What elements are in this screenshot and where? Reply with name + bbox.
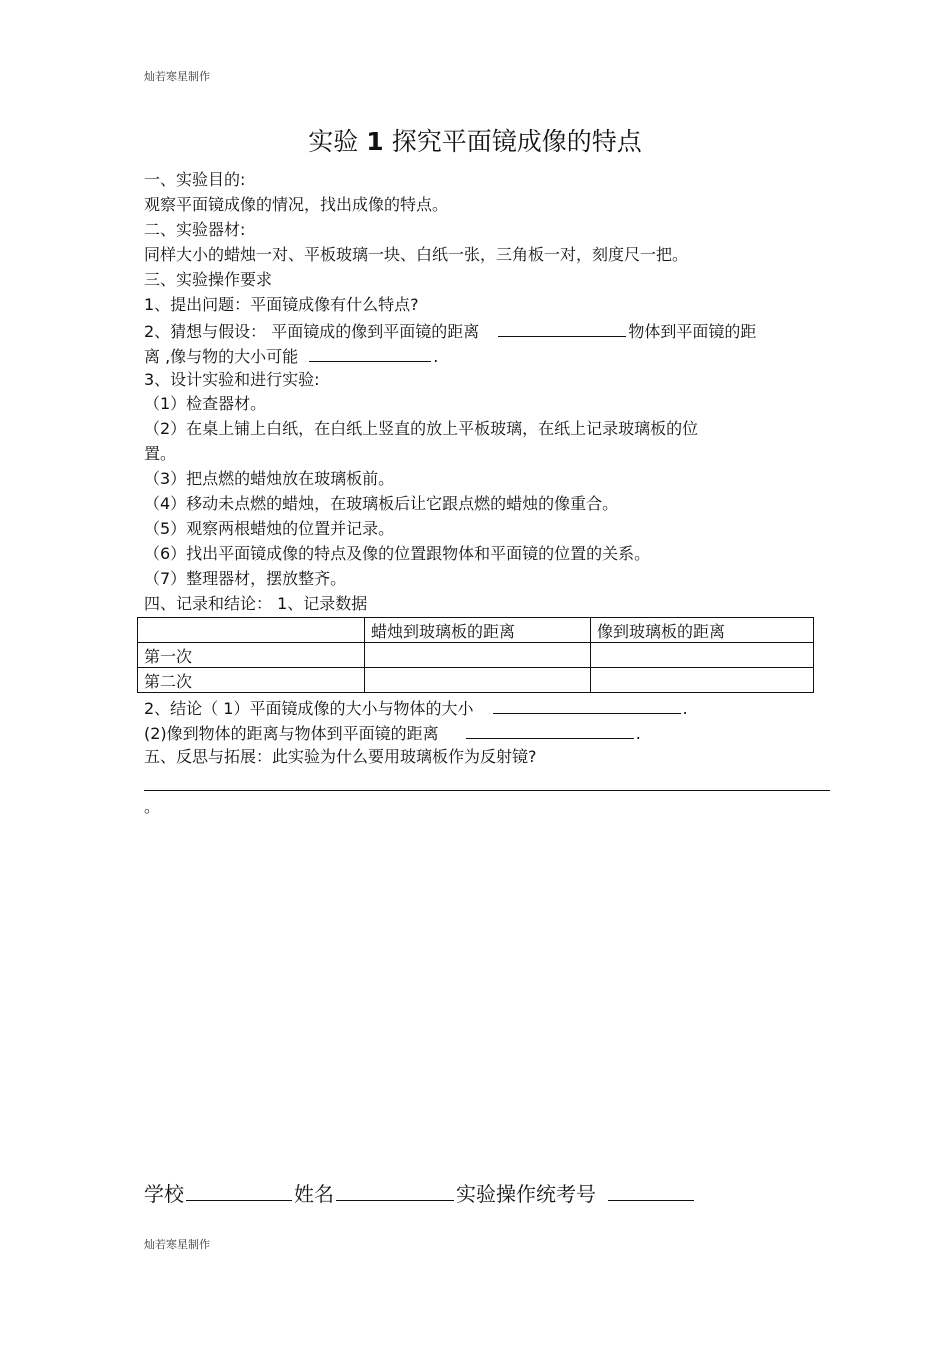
section-1-heading: 一、实验目的: bbox=[144, 170, 246, 189]
title-prefix: 实验 bbox=[308, 127, 359, 156]
step-2-line-2: 置。 bbox=[144, 444, 177, 463]
name-label: 姓名 bbox=[294, 1182, 334, 1206]
school-field[interactable] bbox=[186, 1180, 292, 1201]
step-2-line-1: （2）在桌上铺上白纸，在白纸上竖直的放上平板玻璃，在纸上记录玻璃板的位 bbox=[144, 419, 699, 438]
table-cell[interactable] bbox=[591, 668, 814, 693]
table-cell[interactable] bbox=[365, 643, 591, 668]
table-cell[interactable] bbox=[365, 668, 591, 693]
conclusion-2-end: . bbox=[635, 724, 641, 743]
section-2-text: 同样大小的蜡烛一对、平板玻璃一块、白纸一张，三角板一对，刻度尺一把。 bbox=[144, 245, 689, 264]
question-3: 3、设计实验和进行实验: bbox=[144, 370, 320, 389]
question-2-part-a: 2、猜想与假设： 平面镜成的像到平面镜的距离 bbox=[144, 322, 480, 341]
name-field[interactable] bbox=[336, 1180, 454, 1201]
school-label: 学校 bbox=[144, 1182, 184, 1206]
table-cell[interactable] bbox=[591, 643, 814, 668]
answer-line-end-mark: 。 bbox=[144, 797, 161, 816]
table-row-label: 第一次 bbox=[138, 643, 365, 668]
page-title bbox=[0, 122, 950, 158]
conclusion-1-end: . bbox=[682, 699, 688, 718]
question-2-part-b: 物体到平面镜的距 bbox=[628, 322, 757, 341]
section-1-text: 观察平面镜成像的情况，找出成像的特点。 bbox=[144, 195, 449, 214]
table-header-row bbox=[138, 618, 814, 643]
step-4: （4）移动未点燃的蜡烛，在玻璃板后让它跟点燃的蜡烛的像重合。 bbox=[144, 494, 619, 513]
section-3-heading: 三、实验操作要求 bbox=[144, 270, 273, 289]
section-4-heading: 四、记录和结论： 1、记录数据 bbox=[144, 594, 368, 613]
question-2-line-1 bbox=[144, 320, 756, 342]
step-5: （5）观察两根蜡烛的位置并记录。 bbox=[144, 519, 395, 538]
conclusion-1 bbox=[144, 697, 688, 719]
table-row-label: 第二次 bbox=[138, 668, 365, 693]
table-header-cell: 蜡烛到玻璃板的距离 bbox=[365, 618, 591, 643]
question-1: 1、提出问题：平面镜成像有什么特点? bbox=[144, 295, 419, 314]
table-row bbox=[138, 643, 814, 668]
table-header-cell bbox=[138, 618, 365, 643]
conclusion-2-text: (2)像到物体的距离与物体到平面镜的距离 bbox=[144, 724, 439, 743]
footer-watermark: 灿若寒星制作 bbox=[144, 1238, 210, 1251]
conclusion-2 bbox=[144, 722, 641, 744]
title-suffix: 探究平面镜成像的特点 bbox=[391, 127, 642, 156]
section-2-heading: 二、实验器材: bbox=[144, 220, 246, 239]
exam-number-label: 实验操作统考号 bbox=[456, 1182, 596, 1206]
conclusion-1-text: 2、结论（ 1）平面镜成像的大小与物体的大小 bbox=[144, 699, 474, 718]
step-1: （1）检查器材。 bbox=[144, 394, 267, 413]
title-number: 1 bbox=[366, 127, 384, 156]
table-header-cell: 像到玻璃板的距离 bbox=[591, 618, 814, 643]
question-2-end: . bbox=[433, 347, 439, 366]
header-watermark: 灿若寒星制作 bbox=[144, 70, 210, 83]
answer-blank-size[interactable] bbox=[309, 345, 431, 362]
answer-line-reflection[interactable] bbox=[144, 789, 830, 791]
answer-blank-size-relation[interactable] bbox=[493, 697, 681, 714]
table-row bbox=[138, 668, 814, 693]
record-table bbox=[137, 617, 814, 693]
section-5-question: 五、反思与拓展：此实验为什么要用玻璃板作为反射镜? bbox=[144, 747, 537, 766]
student-info-footer bbox=[144, 1180, 696, 1207]
exam-number-field[interactable] bbox=[608, 1180, 694, 1201]
step-6: （6）找出平面镜成像的特点及像的位置跟物体和平面镜的位置的关系。 bbox=[144, 544, 651, 563]
step-7: （7）整理器材，摆放整齐。 bbox=[144, 569, 347, 588]
answer-blank-distance-relation[interactable] bbox=[466, 722, 634, 739]
step-3: （3）把点燃的蜡烛放在玻璃板前。 bbox=[144, 469, 395, 488]
answer-blank-distance[interactable] bbox=[498, 320, 626, 337]
question-2-line-2 bbox=[144, 345, 438, 367]
question-2-part-c: 离 ,像与物的大小可能 bbox=[144, 347, 299, 366]
